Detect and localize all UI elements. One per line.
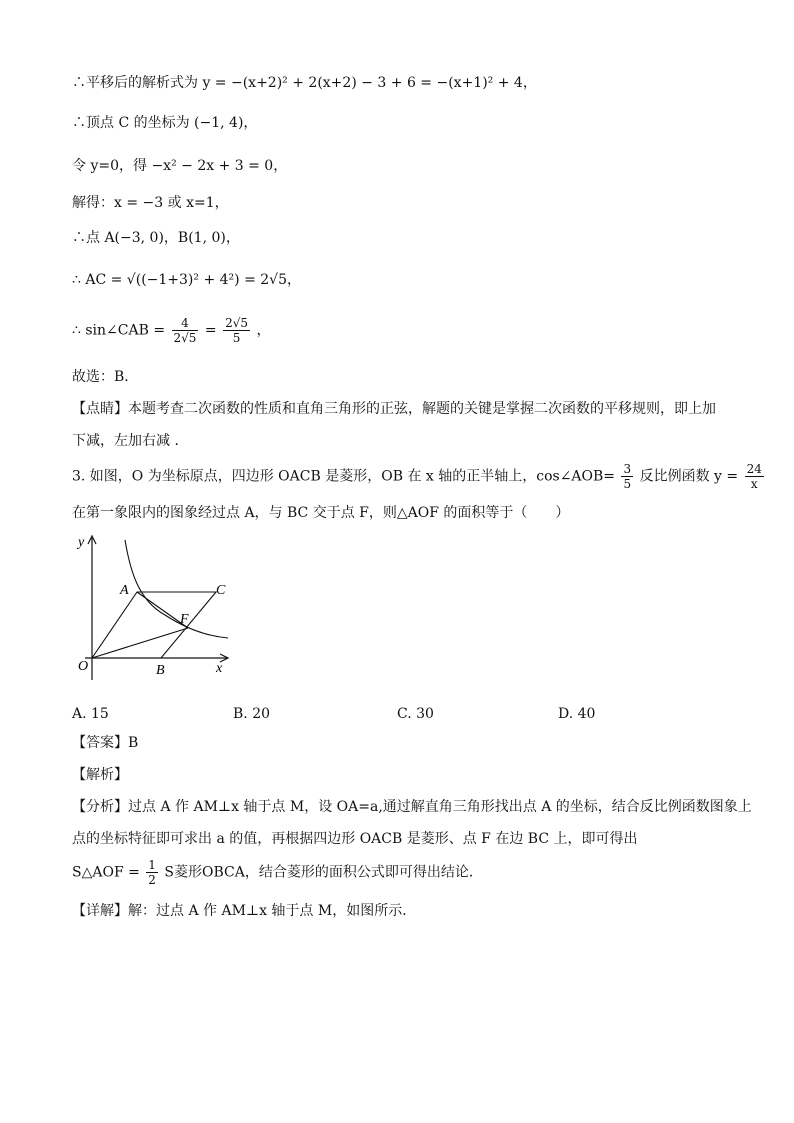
point-note: 【点睛】本题考查二次函数的性质和直角三角形的正弦，解题的关键是掌握二次函数的平移规则，即上加 bbox=[72, 401, 716, 417]
label-B: B bbox=[156, 663, 165, 678]
question-text: 3. 如图，O 为坐标原点，四边形 OACB 是菱形，OB 在 x 轴的正半轴上，cos∠AOB= bbox=[72, 468, 616, 485]
fraction bbox=[745, 462, 764, 491]
text-line: ∴平移后的解析式为 y = −(x+2)² + 2(x+2) − 3 + 6 = −(x+1)² + 4， bbox=[72, 75, 537, 91]
fraction bbox=[621, 462, 633, 491]
text-line: ∴顶点 C 的坐标为 (−1, 4)， bbox=[72, 115, 258, 131]
text-line: ∴点 A(−3, 0)，B(1, 0)， bbox=[72, 230, 240, 246]
question-line-2: 在第一象限内的图象经过点 A，与 BC 交于点 F，则△AOF 的面积等于（ ） bbox=[72, 505, 570, 521]
fraction bbox=[172, 316, 199, 345]
label-x: x bbox=[216, 661, 223, 676]
analysis-title: 【解析】 bbox=[72, 767, 128, 783]
option-c: C. 30 bbox=[397, 706, 434, 722]
numerator: 4 bbox=[172, 316, 199, 331]
option-d: D. 40 bbox=[558, 706, 596, 722]
question-text: 反比例函数 y = bbox=[639, 468, 739, 485]
hyperbola-curve bbox=[125, 540, 228, 638]
equals-sign: = bbox=[204, 322, 217, 339]
fraction bbox=[223, 316, 250, 345]
label-O: O bbox=[78, 659, 89, 674]
denominator: x bbox=[750, 477, 758, 491]
label-F: F bbox=[180, 612, 189, 627]
area-rhs: S菱形OBCA，结合菱形的面积公式即可得出结论． bbox=[164, 864, 483, 881]
analysis-text: 点的坐标特征即可求出 a 的值，再根据四边形 OACB 是菱形、点 F 在边 BC 上，即可得出 bbox=[72, 831, 638, 847]
rhombus-OACB bbox=[92, 592, 216, 658]
area-relation bbox=[72, 858, 483, 887]
denominator: 5 bbox=[623, 477, 632, 491]
numerator: 24 bbox=[746, 462, 762, 476]
denominator: 2√5 bbox=[173, 331, 197, 345]
numerator: 1 bbox=[148, 858, 156, 872]
denominator: 5 bbox=[232, 331, 241, 345]
numerator: 3 bbox=[623, 462, 632, 476]
rhombus-figure bbox=[70, 530, 240, 690]
question-line-1 bbox=[72, 462, 766, 491]
text-line: 解得：x = −3 或 x=1， bbox=[72, 195, 229, 211]
punctuation: ， bbox=[256, 322, 271, 339]
text-line: 故选：B． bbox=[72, 369, 139, 385]
analysis-text: 【分析】过点 A 作 AM⊥x 轴于点 M，设 OA=a,通过解直角三角形找出点 A 的坐标，结合反比例函数图象上 bbox=[72, 799, 752, 815]
label-y: y bbox=[78, 535, 85, 550]
sin-equation bbox=[72, 316, 270, 345]
option-a: A. 15 bbox=[72, 706, 109, 722]
label-C: C bbox=[216, 583, 226, 598]
area-lhs: S△AOF = bbox=[72, 864, 140, 881]
label-A: A bbox=[120, 583, 129, 598]
numerator: 2√5 bbox=[225, 316, 248, 330]
detail: 【详解】解：过点 A 作 AM⊥x 轴于点 M，如图所示． bbox=[72, 903, 417, 919]
point-note-cont: 下减，左加右减 ． bbox=[72, 433, 189, 449]
text-line: 令 y=0，得 −x² − 2x + 3 = 0， bbox=[72, 158, 288, 174]
option-b: B. 20 bbox=[233, 706, 271, 722]
answer: 【答案】B bbox=[72, 735, 139, 751]
text-line: ∴ AC = √((−1+3)² + 4²) = 2√5， bbox=[72, 272, 301, 288]
sin-prefix: ∴ sin∠CAB = bbox=[72, 322, 166, 339]
denominator: 2 bbox=[148, 873, 156, 887]
fraction bbox=[146, 858, 158, 887]
